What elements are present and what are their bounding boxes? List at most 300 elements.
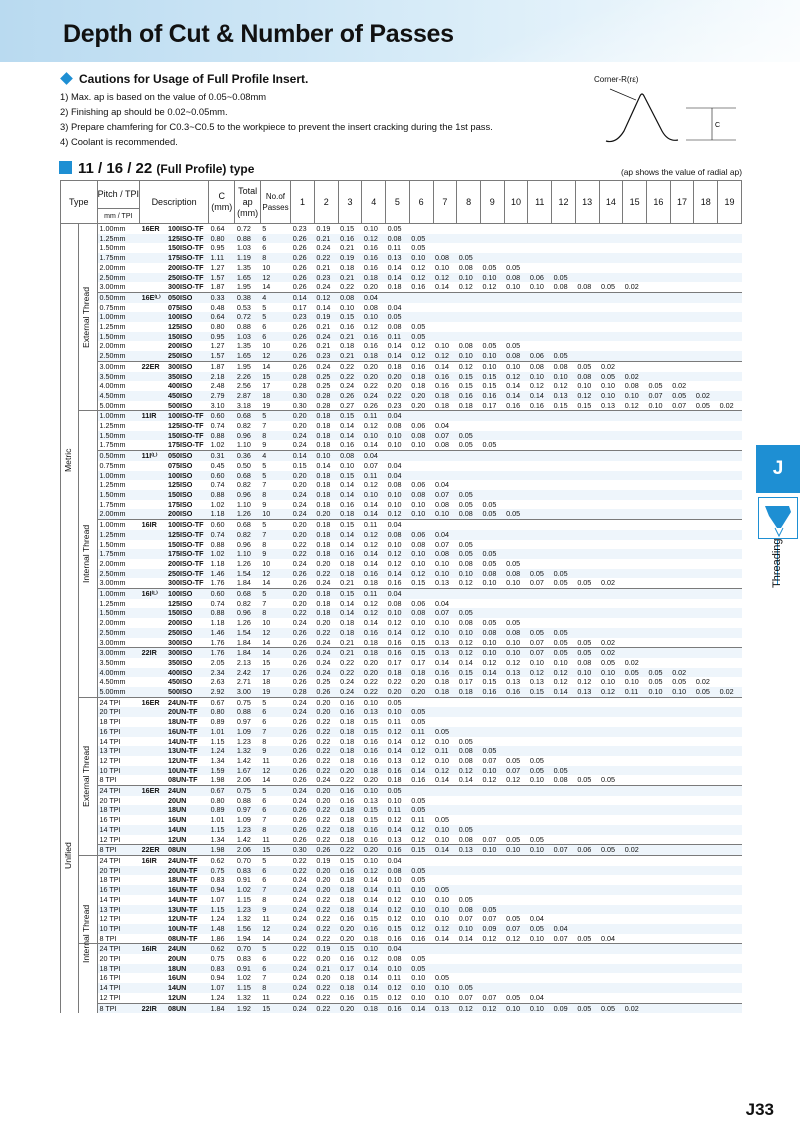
pass-value-cell (646, 707, 670, 717)
pass-value-cell: 0.18 (340, 558, 355, 568)
holder-code-cell (140, 983, 166, 993)
pass-value-cell: 0.08 (411, 539, 426, 549)
pass-value-cell: 0.12 (411, 736, 426, 746)
insert-code-cell: 300ISO (167, 637, 193, 647)
insert-code-cell: 14UN-TF (167, 736, 198, 746)
pass-value-cell: 0.10 (599, 668, 623, 678)
passes-cell: 7 (262, 598, 267, 608)
c-value-cell: 0.60 (209, 411, 235, 421)
pass-value-cell: 0.11 (623, 687, 647, 697)
pass-value-cell (528, 805, 552, 815)
thread-label-external: External Thread (81, 286, 91, 348)
total-ap-cell: 1.84 (236, 578, 251, 588)
pass-value-cell: 0.07 (433, 608, 457, 618)
pass-value-cell (718, 381, 742, 391)
total-ap-cell: 1.42 (236, 834, 251, 844)
table-row (61, 885, 742, 895)
pass-value-cell (670, 253, 694, 263)
table-row (61, 500, 742, 510)
pass-value-cell (670, 993, 694, 1003)
insert-code-cell: 14UN-TF (167, 894, 198, 904)
pass-value-cell (528, 559, 552, 569)
pass-value-cell (670, 737, 694, 747)
insert-code-cell: 175ISO-TF (167, 440, 204, 450)
pass-value-cell: 0.20 (386, 687, 410, 697)
pass-value-cell (599, 559, 623, 569)
pitch-cell: 20 TPI (99, 954, 121, 964)
pass-value-cell: 0.08 (386, 866, 410, 876)
pass-value-cell (599, 618, 623, 628)
side-tab-j[interactable]: J (756, 445, 800, 493)
passes-cell: 4 (260, 292, 290, 302)
total-ap-cell: 1.54 (235, 569, 260, 579)
pass-value-cell: 0.20 (316, 973, 331, 983)
pass-value-cell: 0.24 (291, 924, 315, 934)
pass-value-cell (528, 540, 552, 550)
pass-value-cell (646, 282, 670, 292)
pass-value-cell (694, 341, 718, 351)
total-ap-cell: 0.68 (235, 589, 260, 599)
total-ap-cell: 1.84 (236, 637, 251, 647)
pass-value-cell (694, 983, 718, 993)
pass-value-cell: 0.16 (340, 795, 355, 805)
pass-value-cell: 0.27 (340, 400, 355, 410)
insert-code-cell: 14UN (166, 825, 209, 835)
pass-value-cell (718, 717, 742, 727)
pass-value-cell: 0.12 (480, 1003, 504, 1013)
pass-value-cell: 0.14 (458, 933, 473, 943)
pass-value-cell: 0.13 (433, 1003, 457, 1013)
pass-value-cell (694, 885, 718, 895)
pass-value-cell: 0.12 (411, 262, 426, 272)
pass-value-cell: 0.16 (338, 707, 362, 717)
pass-value-cell: 0.10 (480, 351, 504, 361)
pass-value-cell: 0.10 (386, 964, 410, 974)
pass-value-cell: 0.16 (338, 697, 362, 707)
pass-value-cell (646, 471, 670, 481)
pass-value-cell (623, 885, 647, 895)
table-row (61, 253, 742, 263)
pass-value-cell: 0.11 (387, 243, 402, 253)
pass-value-cell (694, 243, 718, 253)
pass-value-cell: 0.12 (457, 766, 481, 776)
pass-value-cell: 0.07 (529, 637, 544, 647)
pass-value-cell: 0.14 (340, 598, 355, 608)
table-row (61, 756, 742, 766)
pass-value-cell (670, 805, 694, 815)
pitch-cell: 1.00mm (97, 520, 140, 530)
pass-value-cell (694, 628, 718, 638)
pass-value-cell: 0.18 (338, 885, 362, 895)
pass-value-cell: 0.26 (292, 637, 307, 647)
pass-value-cell (670, 815, 694, 825)
c-value-cell: 0.80 (209, 707, 235, 717)
pass-value-cell: 0.24 (292, 894, 307, 904)
insert-code-cell: 200ISO (166, 509, 209, 519)
pass-value-cell (623, 224, 647, 234)
pass-value-cell (552, 717, 576, 727)
pass-value-cell: 0.05 (672, 677, 687, 687)
pass-value-cell: 0.05 (552, 569, 576, 579)
pass-value-cell (575, 549, 599, 559)
pass-value-cell (433, 471, 457, 481)
pass-value-cell: 0.04 (386, 589, 410, 599)
side-label-threading: Threading (771, 538, 783, 588)
pass-value-cell: 0.18 (338, 805, 362, 815)
c-value-cell: 1.15 (209, 825, 235, 835)
pass-value-cell: 0.05 (694, 687, 718, 697)
pass-value-cell: 0.12 (387, 894, 402, 904)
pass-value-cell (552, 964, 576, 974)
pass-value-cell (457, 292, 481, 302)
pass-value-cell: 0.18 (363, 933, 378, 943)
passes-cell: 14 (262, 637, 271, 647)
holder-code-cell (140, 461, 166, 471)
pass-value-cell (528, 746, 552, 756)
pass-value-cell: 0.06 (409, 530, 433, 540)
total-ap-cell: 1.32 (236, 992, 251, 1002)
pass-value-cell: 0.04 (601, 933, 616, 943)
pass-value-cell: 0.10 (577, 381, 592, 391)
pass-value-cell (480, 796, 504, 806)
pass-value-cell: 0.18 (340, 618, 355, 628)
pass-value-cell (718, 500, 742, 510)
pitch-cell: 20 TPI (99, 795, 121, 805)
pass-value-cell: 0.18 (338, 509, 362, 519)
pass-value-cell (575, 243, 599, 253)
pass-value-cell: 0.04 (387, 460, 402, 470)
pass-value-cell (718, 895, 742, 905)
pass-value-cell (504, 599, 528, 609)
holder-code-cell (140, 253, 166, 263)
table-row (61, 815, 742, 825)
pitch-cell: 5.00mm (99, 400, 126, 410)
pass-value-cell (694, 361, 718, 371)
pass-value-cell: 0.10 (435, 262, 449, 272)
pass-value-cell (670, 509, 694, 519)
pass-value-cell: 0.24 (291, 697, 315, 707)
c-value-cell: 0.64 (209, 312, 235, 322)
pass-value-cell (599, 796, 623, 806)
pass-value-cell: 0.14 (386, 351, 410, 361)
insert-code-cell: 150ISO-TF (166, 431, 209, 441)
pass-value-cell: 0.24 (340, 381, 355, 391)
pass-value-cell: 0.12 (553, 381, 568, 391)
pass-value-cell: 0.10 (362, 312, 386, 322)
pass-value-cell (718, 530, 742, 540)
pass-value-cell: 0.16 (386, 648, 410, 658)
pass-value-cell: 0.12 (482, 775, 497, 785)
pass-value-cell: 0.18 (387, 775, 402, 785)
pass-value-cell (646, 500, 670, 510)
pass-value-cell (623, 914, 647, 924)
insert-code-cell: 08UN (166, 845, 209, 856)
c-value-cell: 1.34 (210, 755, 225, 765)
table-row (61, 520, 742, 530)
pass-value-cell: 0.28 (291, 687, 315, 697)
total-ap-cell: 0.96 (236, 539, 251, 549)
pass-value-cell (552, 312, 576, 322)
pass-value-cell: 0.30 (291, 845, 315, 856)
pass-value-cell: 0.12 (363, 539, 378, 549)
pass-value-cell (575, 885, 599, 895)
pass-value-cell: 0.10 (386, 490, 410, 500)
pass-value-cell: 0.05 (457, 549, 481, 559)
pass-value-cell: 0.26 (291, 361, 315, 371)
pitch-cell: 20 TPI (97, 866, 140, 876)
pass-value-cell (504, 549, 528, 559)
diamond-bullet-icon (60, 72, 73, 85)
pass-value-cell (552, 856, 576, 866)
pass-value-cell: 0.20 (387, 381, 402, 391)
pass-value-cell: 0.26 (292, 775, 307, 785)
pass-value-cell: 0.18 (362, 351, 386, 361)
pass-value-cell (718, 737, 742, 747)
holder-code-cell (140, 273, 166, 283)
pass-value-cell (480, 431, 504, 441)
pass-value-cell: 0.15 (480, 372, 504, 382)
pass-value-cell (480, 480, 504, 490)
pass-value-cell: 0.08 (553, 775, 568, 785)
insert-code-cell: 08UN-TF (167, 933, 198, 943)
pass-value-cell (694, 569, 718, 579)
pass-value-cell (646, 599, 670, 609)
pass-value-cell: 0.15 (338, 856, 362, 866)
pass-value-cell: 0.08 (480, 569, 504, 579)
pass-value-cell: 0.24 (314, 332, 338, 342)
c-value-cell: 1.01 (209, 727, 235, 737)
pass-value-cell (433, 717, 457, 727)
pass-value-cell (504, 815, 528, 825)
insert-code-cell: 450ISO (167, 677, 193, 687)
pass-value-cell (599, 835, 623, 845)
header-type: Type (61, 181, 98, 224)
holder-code-cell (140, 628, 166, 638)
pass-value-cell (646, 549, 670, 559)
pass-value-cell: 0.05 (648, 381, 663, 391)
pass-value-cell: 0.26 (291, 727, 315, 737)
pass-value-cell: 0.20 (362, 361, 386, 371)
pass-value-cell (718, 540, 742, 550)
pass-value-cell (670, 589, 694, 599)
pass-value-cell (480, 599, 504, 609)
pass-value-cell (599, 490, 623, 500)
pass-value-cell (670, 786, 694, 796)
pass-value-cell: 0.17 (387, 657, 402, 667)
pass-value-cell (480, 973, 504, 983)
pass-value-cell (528, 618, 552, 628)
pass-value-cell (646, 756, 670, 766)
pass-value-cell (504, 905, 528, 915)
pass-value-cell: 0.12 (458, 578, 473, 588)
passes-cell: 5 (262, 460, 267, 470)
pass-value-cell (599, 973, 623, 983)
pass-value-cell (694, 934, 718, 944)
pass-value-cell: 0.16 (362, 569, 386, 579)
total-ap-cell: 1.35 (236, 341, 251, 351)
pass-value-cell (504, 490, 528, 500)
pass-value-cell (670, 431, 694, 441)
pass-value-cell (409, 786, 433, 796)
pass-value-cell: 0.12 (387, 992, 402, 1002)
pass-value-cell (480, 875, 504, 885)
table-row (61, 578, 742, 588)
pass-value-cell: 0.26 (292, 755, 307, 765)
pass-value-cell (457, 520, 481, 530)
pass-value-cell (480, 856, 504, 866)
pass-value-cell (457, 303, 481, 313)
total-ap-cell: 1.23 (235, 905, 260, 915)
pass-value-cell (552, 253, 576, 263)
header-pass-number: 3 (338, 181, 362, 224)
pass-value-cell (599, 224, 623, 234)
total-ap-cell: 1.02 (236, 973, 251, 983)
pass-value-cell: 0.14 (435, 657, 449, 667)
pass-value-cell (694, 905, 718, 915)
insert-code-cell: 10UN-TF (166, 924, 209, 934)
pass-value-cell (552, 608, 576, 618)
header-c: C (mm) (209, 181, 235, 224)
pass-value-cell: 0.20 (316, 875, 331, 885)
c-value-cell: 1.46 (209, 628, 235, 638)
pass-value-cell: 0.10 (433, 905, 457, 915)
pass-value-cell (718, 471, 742, 481)
c-value-cell: 0.60 (209, 520, 235, 530)
pass-value-cell: 0.05 (457, 253, 481, 263)
threading-tool-icon (758, 497, 798, 539)
pass-value-cell (718, 954, 742, 964)
pass-value-cell: 0.28 (316, 400, 331, 410)
passes-cell: 14 (262, 282, 271, 292)
holder-code-cell: 22IR (140, 1003, 166, 1013)
pitch-cell: 12 TPI (99, 755, 121, 765)
pass-value-cell (433, 520, 457, 530)
pass-value-cell: 0.10 (411, 440, 426, 450)
pitch-cell: 3.00mm (97, 648, 140, 658)
pass-value-cell: 0.10 (482, 578, 497, 588)
pass-value-cell: 0.14 (435, 775, 449, 785)
passes-cell: 14 (262, 578, 271, 588)
pass-value-cell (623, 993, 647, 1003)
pass-value-cell (599, 520, 623, 530)
pass-value-cell (457, 461, 481, 471)
c-value-cell: 1.24 (210, 914, 225, 924)
thread-label-external: External Thread (81, 745, 91, 807)
holder-code-cell (140, 332, 166, 342)
header-description: Description (140, 181, 209, 224)
pass-value-cell (718, 351, 742, 361)
holder-code-cell (140, 825, 166, 835)
holder-code-cell (140, 668, 166, 678)
pass-value-cell (552, 451, 576, 461)
c-value-cell: 0.74 (210, 480, 225, 490)
pass-value-cell: 0.05 (552, 273, 576, 283)
pitch-cell: 3.00mm (99, 578, 126, 588)
pass-value-cell (623, 954, 647, 964)
c-value-cell: 1.18 (209, 509, 235, 519)
pass-value-cell: 0.16 (340, 499, 355, 509)
pitch-cell: 1.00mm (97, 411, 140, 421)
pass-value-cell: 0.26 (363, 400, 378, 410)
insert-code-cell: 200ISO (167, 618, 193, 628)
insert-code-cell: 16UN-TF (166, 727, 209, 737)
pass-value-cell (694, 845, 718, 856)
pass-value-cell (575, 727, 599, 737)
pass-value-cell (623, 589, 647, 599)
pass-value-cell: 0.05 (504, 509, 528, 519)
pass-value-cell (480, 737, 504, 747)
holder-code-cell (140, 569, 166, 579)
pass-value-cell: 0.04 (435, 421, 449, 431)
pass-value-cell (599, 608, 623, 618)
insert-code-cell: 350ISO (167, 657, 193, 667)
pass-value-cell: 0.22 (363, 381, 378, 391)
total-ap-cell: 2.13 (236, 657, 251, 667)
pass-value-cell (718, 421, 742, 431)
pass-value-cell: 0.11 (387, 973, 402, 983)
holder-code-cell: 16ER (141, 224, 160, 233)
holder-code-cell (140, 372, 166, 382)
pass-value-cell: 0.05 (482, 499, 497, 509)
pass-value-cell (718, 993, 742, 1003)
pass-value-cell: 0.14 (363, 558, 378, 568)
pass-value-cell: 0.24 (292, 992, 307, 1002)
pass-value-cell (646, 322, 670, 332)
pass-value-cell: 0.10 (362, 490, 386, 500)
table-row (61, 658, 742, 668)
pass-value-cell (457, 480, 481, 490)
passes-table (60, 180, 742, 1013)
holder-code-cell (140, 559, 166, 569)
pass-value-cell: 0.06 (528, 351, 552, 361)
insert-code-cell: 100ISO (166, 312, 209, 322)
pass-value-cell: 0.16 (338, 866, 362, 876)
pass-value-cell (552, 815, 576, 825)
pass-value-cell (646, 954, 670, 964)
pass-value-cell (646, 509, 670, 519)
pass-value-cell (504, 303, 528, 313)
pass-value-cell (670, 351, 694, 361)
header-passes: No.of Passes (260, 181, 290, 224)
pass-value-cell (552, 589, 576, 599)
pass-value-cell: 0.10 (529, 657, 544, 667)
pass-value-cell: 0.10 (504, 648, 528, 658)
pitch-cell: 8 TPI (97, 845, 140, 856)
pass-value-cell: 0.12 (314, 292, 338, 302)
pass-value-cell: 0.05 (528, 924, 552, 934)
pass-value-cell: 0.02 (719, 400, 734, 410)
pass-value-cell: 0.15 (340, 224, 355, 233)
pitch-cell: 4.50mm (99, 677, 126, 687)
holder-code-cell (140, 381, 166, 391)
pass-value-cell: 0.26 (291, 273, 315, 283)
pass-value-cell: 0.05 (506, 755, 521, 765)
pass-value-cell: 0.08 (386, 234, 410, 244)
pass-value-cell (718, 905, 742, 915)
pass-value-cell: 0.07 (553, 933, 568, 943)
pass-value-cell: 0.16 (387, 578, 402, 588)
passes-cell: 6 (262, 717, 267, 727)
pass-value-cell (646, 480, 670, 490)
pass-value-cell (575, 431, 599, 441)
pass-value-cell (457, 717, 481, 727)
pitch-cell: 5.00mm (97, 687, 140, 697)
total-ap-cell: 2.26 (235, 372, 260, 382)
pass-value-cell (623, 361, 647, 371)
pass-value-cell (670, 421, 694, 431)
pass-value-cell (670, 471, 694, 481)
pitch-cell: 20 TPI (97, 707, 140, 717)
